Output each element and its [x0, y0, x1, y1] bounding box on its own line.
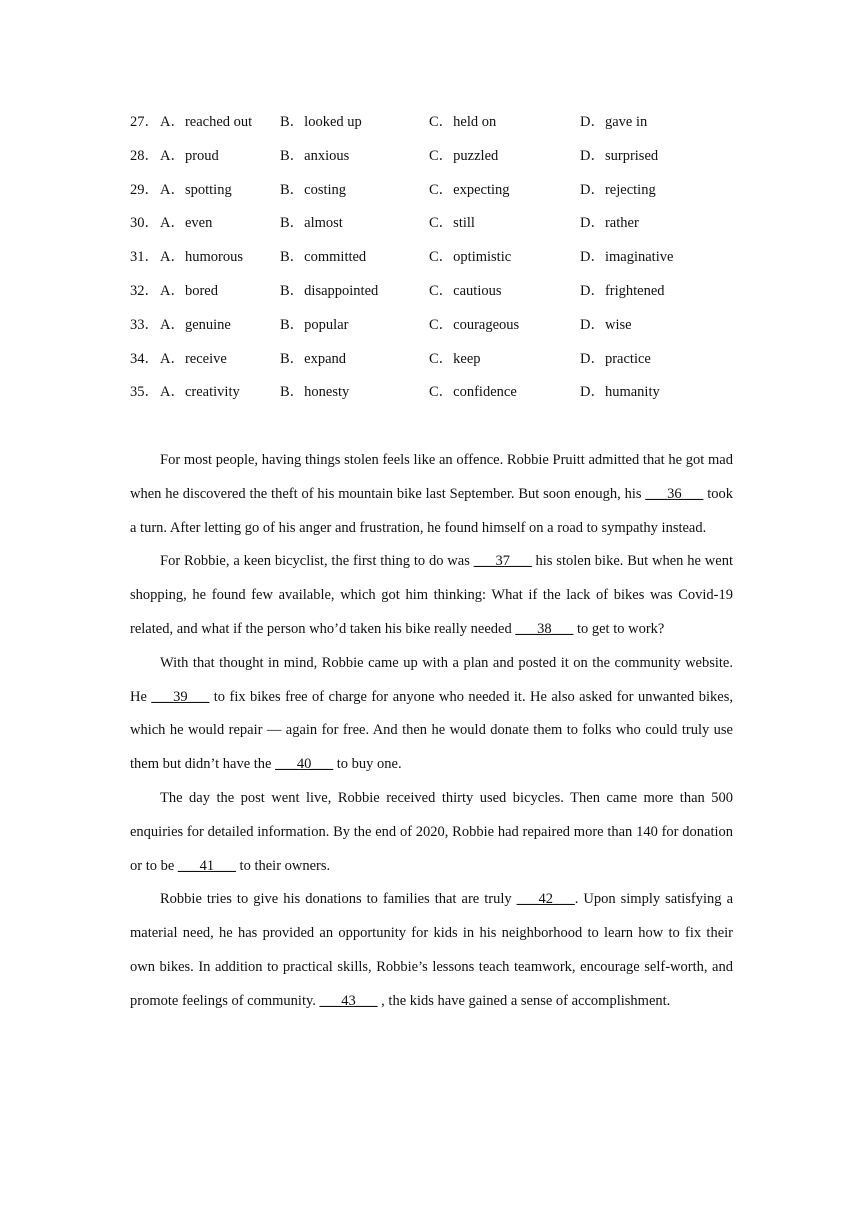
option-row-35 — [130, 380, 750, 414]
question-number: 34． — [130, 350, 159, 367]
option-b: B．anxious — [280, 147, 350, 164]
option-a: A．creativity — [160, 384, 240, 401]
option-c: C．puzzled — [429, 147, 499, 164]
option-a: A．proud — [160, 147, 219, 164]
paragraph-text: to fix bikes free of charge for anyone who needed it. He also asked for unwanted bikes, which he would repair — again for free. And then he would donate them to folks who could truly use them but didn’t have the — [130, 688, 733, 773]
option-a: A．genuine — [160, 316, 231, 333]
option-d: D．practice — [580, 350, 651, 367]
blank-43: ___43___ — [319, 992, 378, 1009]
option-d: D．rather — [580, 215, 639, 232]
paragraph-text: For most people, having things stolen feels like an offence. Robbie Pruitt admitted that he got mad when he discovered the theft of his mountain bike last September. But soon enough, his — [130, 452, 733, 502]
option-a: A．spotting — [160, 181, 232, 198]
question-number: 31． — [130, 249, 159, 266]
option-d: D．gave in — [580, 114, 648, 130]
option-d: D．surprised — [580, 147, 659, 164]
blank-38: ___38___ — [515, 620, 574, 637]
question-number: 32． — [130, 282, 159, 299]
option-row-34 — [130, 347, 750, 381]
option-b: B．almost — [280, 215, 343, 232]
option-a: A．bored — [160, 282, 218, 299]
blank-40: ___40___ — [275, 756, 334, 773]
question-number: 35． — [130, 384, 159, 401]
question-number: 29． — [130, 181, 159, 198]
blank-39: ___39___ — [151, 688, 210, 705]
option-b: B．costing — [280, 181, 347, 198]
paragraph-3 — [130, 647, 733, 782]
option-d: D．imaginative — [580, 249, 674, 266]
option-c: C．optimistic — [429, 249, 512, 266]
option-c: C．expecting — [429, 181, 510, 198]
option-c: C．cautious — [429, 282, 502, 299]
question-number: 33． — [130, 316, 159, 333]
paragraph-text: to their owners. — [235, 857, 331, 874]
reading-passage — [130, 444, 733, 1019]
paragraph-2 — [130, 545, 733, 646]
option-row-32 — [130, 279, 750, 313]
paragraph-text: For Robbie, a keen bicyclist, the first thing to do was — [160, 553, 474, 570]
option-b: B．popular — [280, 316, 349, 333]
paragraph-5 — [130, 883, 733, 1018]
option-c: C．courageous — [429, 316, 520, 333]
option-b: B．expand — [280, 350, 347, 367]
option-c: C．held on — [429, 114, 497, 130]
option-b: B．disappointed — [280, 282, 379, 299]
blank-36: ___36___ — [645, 485, 704, 502]
paragraph-text: his stolen bike. But when he went shopping, he found few available, which got him thinking: What if the lack of bikes was Covid-19 related, and what if the person who’d taken his bike really needed — [130, 553, 733, 637]
option-row-33 — [130, 313, 750, 347]
blank-42: ___42___ — [516, 891, 575, 908]
option-row-30 — [130, 211, 750, 245]
paragraph-text: , the kids have gained a sense of accomplishment. — [377, 992, 671, 1009]
option-c: C．still — [429, 215, 475, 232]
paragraph-text: to get to work? — [573, 620, 665, 637]
option-b: B．committed — [280, 249, 367, 266]
option-d: D．rejecting — [580, 181, 656, 198]
paragraph-text: took a turn. After letting go of his anger and frustration, he found himself on a road to sympathy instead. — [130, 485, 733, 536]
option-d: D．frightened — [580, 282, 665, 299]
options-list — [130, 110, 750, 414]
question-number: 28． — [130, 147, 159, 164]
option-c: C．keep — [429, 350, 481, 367]
option-a: A．humorous — [160, 249, 243, 266]
paragraph-1 — [130, 444, 733, 545]
option-a: A．reached out — [160, 114, 253, 130]
paragraph-4 — [130, 782, 733, 883]
question-number: 27． — [130, 114, 159, 130]
option-d: D．humanity — [580, 384, 660, 401]
option-b: B．looked up — [280, 114, 362, 130]
option-d: D．wise — [580, 316, 632, 333]
paragraph-text: . Upon simply satisfying a material need, he has provided an opportunity for kids in his neighborhood to learn how to fix their own bikes. In addition to practical skills, Robbie’s lessons teach teamwork, encourage self-worth, and promote feelings of community. — [130, 891, 734, 1009]
paragraph-text: The day the post went live, Robbie received thirty used bicycles. Then came more than 500 enquiries for detailed information. By the end of 2020, Robbie had repaired more than 140 for donation or to be — [130, 789, 733, 874]
paragraph-text: to buy one. — [333, 756, 402, 773]
paragraph-text: Robbie tries to give his donations to families that are truly — [160, 891, 517, 908]
option-c: C．confidence — [429, 384, 517, 401]
blank-41: ___41___ — [177, 857, 236, 874]
paragraph-text: With that thought in mind, Robbie came up with a plan and posted it on the community website. He — [130, 654, 733, 705]
blank-37: ___37___ — [473, 553, 532, 570]
option-b: B．honesty — [280, 384, 350, 401]
option-row-31 — [130, 245, 750, 279]
option-row-27 — [130, 110, 750, 144]
option-row-28 — [130, 144, 750, 178]
option-a: A．receive — [160, 350, 227, 367]
question-number: 30． — [130, 215, 159, 232]
option-row-29 — [130, 178, 750, 212]
option-a: A．even — [160, 215, 213, 232]
